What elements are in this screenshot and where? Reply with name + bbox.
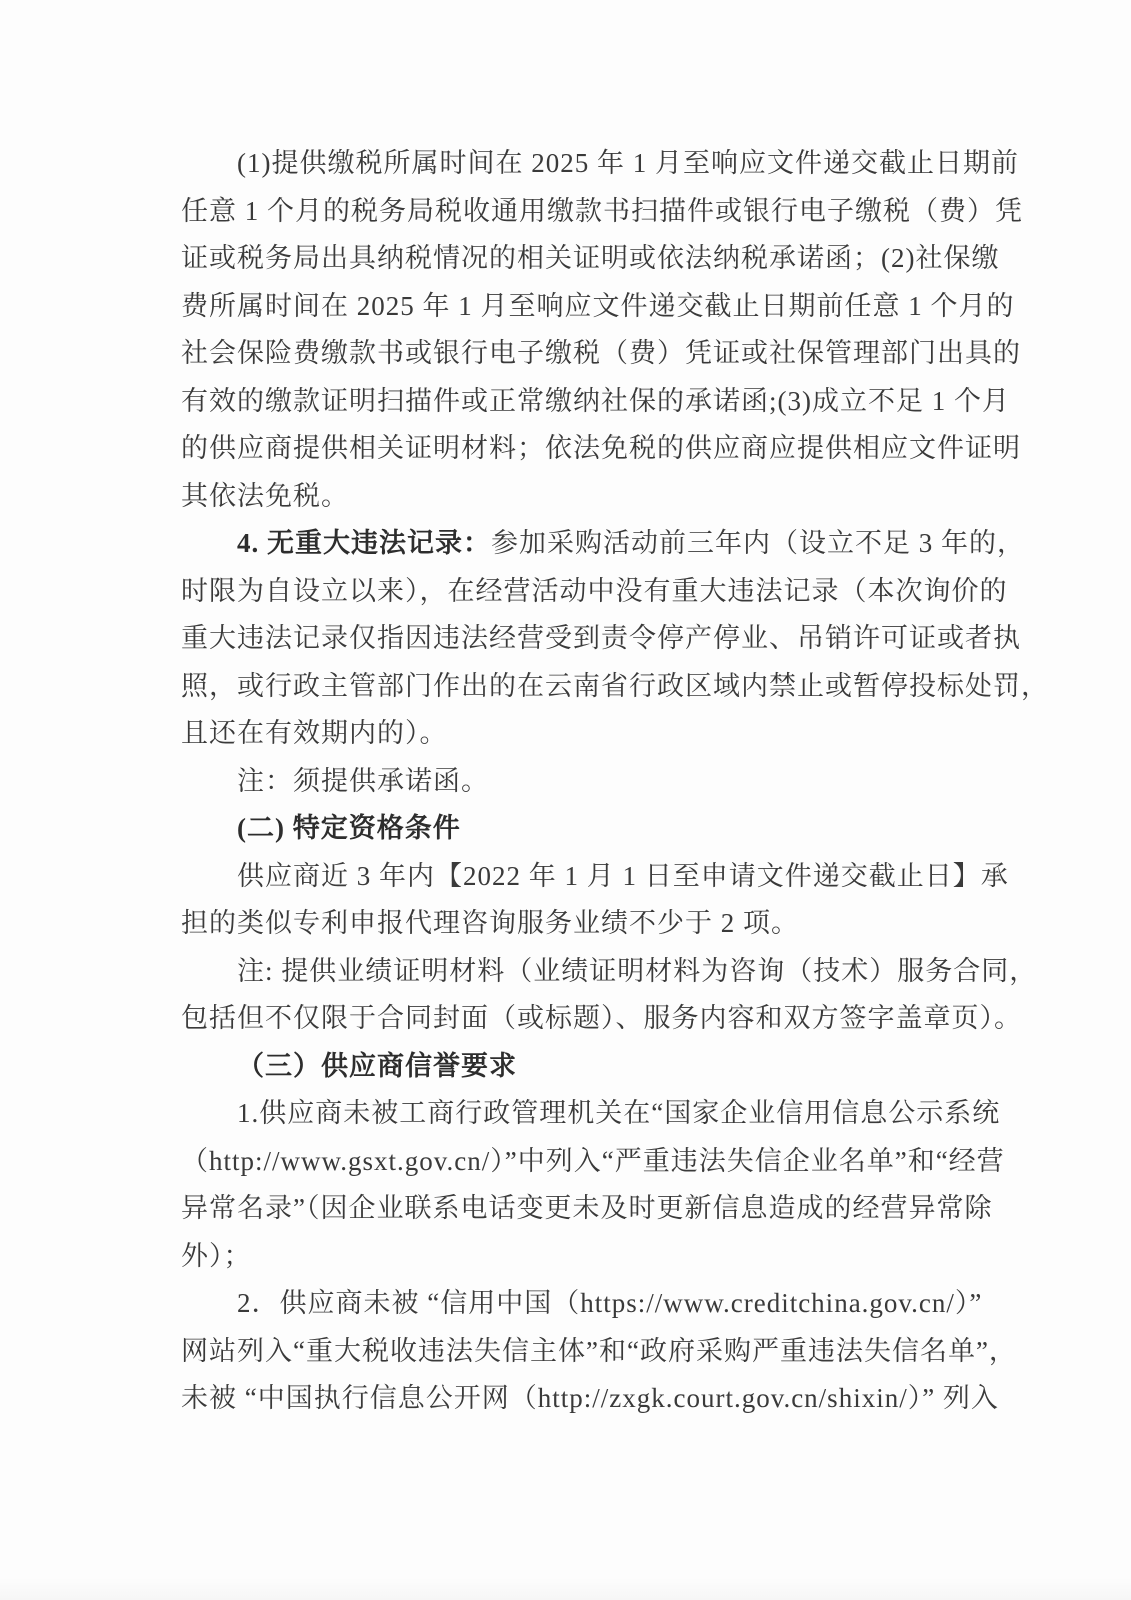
text-line: 包括但不仅限于合同封面（或标题）、服务内容和双方签字盖章页）。 bbox=[181, 1003, 1022, 1033]
section-heading-line: （三）供应商信誉要求 bbox=[237, 1050, 517, 1081]
text-line: 外）； bbox=[181, 1240, 252, 1271]
line-text: 参加采购活动前三年内（设立不足 3 年的， bbox=[491, 528, 1025, 558]
text-line: 费所属时间在 2025 年 1 月至响应文件递交截止日期前任意 1 个月的 bbox=[181, 290, 1015, 321]
text-line: 未被 “中国执行信息公开网（http://zxgk.court.gov.cn/shixin/）” 列入 bbox=[181, 1383, 999, 1413]
text-line: （http://www.gsxt.gov.cn/）”中列入“严重违法失信企业名单”和“经营 bbox=[181, 1145, 1005, 1176]
text-line: 担的类似专利申报代理咨询服务业绩不少于 2 项。 bbox=[181, 908, 799, 938]
bold-lead-text: 4. 无重大违法记录： bbox=[237, 528, 491, 558]
text-line: 照，或行政主管部门作出的在云南省行政区域内禁止或暂停投标处罚， bbox=[181, 670, 1049, 701]
text-line: 的供应商提供相关证明材料；依法免税的供应商应提供相应文件证明 bbox=[181, 433, 1021, 463]
text-line: 且还在有效期内的）。 bbox=[181, 718, 448, 748]
text-line: 注: 提供业绩证明材料（业绩证明材料为咨询（技术）服务合同， bbox=[237, 955, 1038, 986]
text-line: 注：须提供承诺函。 bbox=[237, 765, 489, 796]
text-line: 证或税务局出具纳税情况的相关证明或依法纳税承诺函；(2)社保缴 bbox=[181, 243, 1000, 273]
text-line bbox=[181, 520, 1025, 568]
text-line: 网站列入“重大税收违法失信主体”和“政府采购严重违法失信名单”， bbox=[181, 1335, 1017, 1366]
text-line: 其依法免税。 bbox=[181, 480, 349, 511]
text-line: 2．供应商未被 “信用中国（https://www.creditchina.gov.cn/）” bbox=[237, 1288, 983, 1318]
text-line: 重大违法记录仅指因违法经营受到责令停产停业、吊销许可证或者执 bbox=[181, 623, 1021, 653]
text-line: (1)提供缴税所属时间在 2025 年 1 月至响应文件递交截止日期前 bbox=[237, 148, 1019, 178]
text-line: 异常名录”（因企业联系电话变更未及时更新信息造成的经营异常除 bbox=[181, 1193, 993, 1223]
document-text-block bbox=[181, 140, 1049, 1423]
text-line: 时限为自设立以来），在经营活动中没有重大违法记录（本次询价的 bbox=[181, 575, 1008, 606]
text-line: 社会保险费缴款书或银行电子缴税（费）凭证或社保管理部门出具的 bbox=[181, 338, 1021, 368]
text-line: 供应商近 3 年内【2022 年 1 月 1 日至申请文件递交截止日】承 bbox=[237, 860, 1009, 891]
section-heading-line: (二) 特定资格条件 bbox=[237, 813, 461, 843]
text-line: 1.供应商未被工商行政管理机关在“国家企业信用信息公示系统 bbox=[237, 1098, 1001, 1128]
text-line: 有效的缴款证明扫描件或正常缴纳社保的承诺函;(3)成立不足 1 个月 bbox=[181, 385, 1010, 416]
text-line: 任意 1 个月的税务局税收通用缴款书扫描件或银行电子缴税（费）凭 bbox=[181, 195, 1023, 226]
